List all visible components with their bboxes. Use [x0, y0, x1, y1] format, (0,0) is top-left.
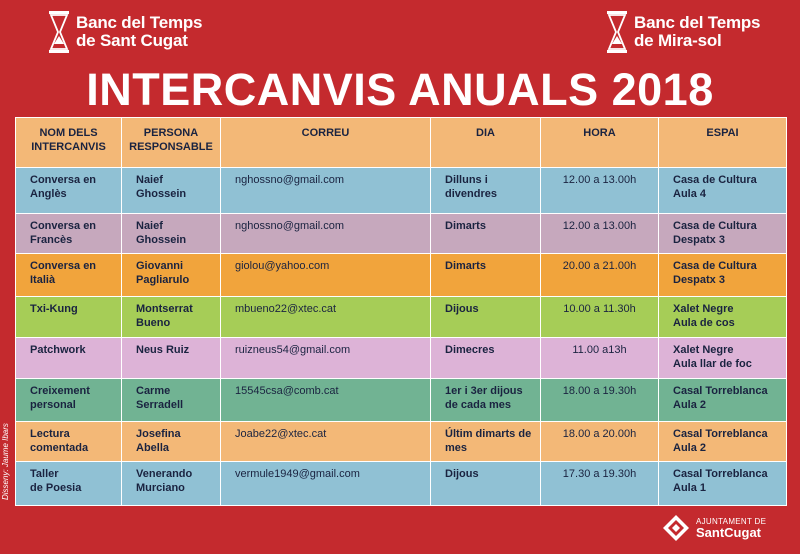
cell-line: Taller	[30, 468, 59, 480]
cell-nom	[16, 168, 122, 214]
cell-nom	[16, 338, 122, 379]
cell-hora: 11.00 a13h	[541, 338, 659, 379]
cell-hora: 12.00 a 13.00h	[541, 168, 659, 214]
cell-line: Dimarts	[445, 220, 486, 232]
table-row	[16, 462, 787, 506]
cell-dia	[431, 254, 541, 297]
cell-line: NOM DELS	[39, 127, 98, 139]
cell-line: INTERCANVIS	[31, 141, 106, 153]
cell-line: Carme	[136, 385, 171, 397]
schedule-table	[15, 117, 787, 506]
cell-correu: vermule1949@gmail.com	[221, 462, 431, 506]
header-nom	[16, 118, 122, 168]
cell-line: Despatx 3	[673, 234, 725, 246]
cell-line: Casa de Cultura	[673, 220, 757, 232]
cell-nom	[16, 379, 122, 422]
ajuntament-logo	[662, 514, 766, 542]
cell-hora: 18.00 a 20.00h	[541, 422, 659, 462]
cell-dia	[431, 214, 541, 254]
cell-persona	[122, 422, 221, 462]
cell-line: Aula 4	[673, 188, 707, 200]
logo-left-line2: de Sant Cugat	[76, 31, 188, 50]
design-credit: Disseny: Jaume Ibars	[1, 423, 10, 500]
cell-persona	[122, 338, 221, 379]
cell-correu: ruizneus54@gmail.com	[221, 338, 431, 379]
cell-line: Dimarts	[445, 260, 486, 272]
cell-line: personal	[30, 399, 76, 411]
cell-line: 1er i 3er dijous	[445, 385, 523, 397]
cell-line: divendres	[445, 188, 497, 200]
table-row	[16, 168, 787, 214]
cell-line: Josefina	[136, 428, 181, 440]
cell-nom	[16, 422, 122, 462]
cell-dia	[431, 379, 541, 422]
cell-espai	[659, 338, 787, 379]
cell-nom	[16, 297, 122, 338]
cell-line: Creixement	[30, 385, 90, 397]
hourglass-icon	[48, 10, 70, 54]
header-espai: ESPAI	[659, 118, 787, 168]
cell-persona	[122, 168, 221, 214]
table-row	[16, 379, 787, 422]
header-correu: CORREU	[221, 118, 431, 168]
cell-persona	[122, 379, 221, 422]
logo-banc-temps-sant-cugat	[48, 10, 202, 54]
cell-line: Dilluns i	[445, 174, 488, 186]
cell-line: Venerando	[136, 468, 193, 480]
table-row	[16, 297, 787, 338]
header-dia: DIA	[431, 118, 541, 168]
cell-line: Patchwork	[30, 344, 86, 356]
cell-line: de Poesia	[30, 482, 82, 494]
cell-dia	[431, 422, 541, 462]
cell-line: Aula de cos	[673, 317, 735, 329]
ajuntament-emblem-icon	[662, 514, 690, 542]
header-persona	[122, 118, 221, 168]
cell-line: Casa de Cultura	[673, 174, 757, 186]
cell-line: Francès	[30, 234, 73, 246]
cell-line: Casal Torreblanca	[673, 468, 768, 480]
cell-line: Pagliarulo	[136, 274, 190, 286]
logo-right-line2: de Mira-sol	[634, 31, 722, 50]
cell-line: Giovanni	[136, 260, 184, 272]
cell-dia	[431, 338, 541, 379]
cell-hora: 17.30 a 19.30h	[541, 462, 659, 506]
cell-hora: 20.00 a 21.00h	[541, 254, 659, 297]
cell-line: Aula 2	[673, 399, 707, 411]
table-row	[16, 254, 787, 297]
cell-line: PERSONA	[143, 127, 199, 139]
cell-line: Abella	[136, 442, 170, 454]
cell-line: Italià	[30, 274, 56, 286]
cell-line: Naief	[136, 220, 163, 232]
cell-hora: 12.00 a 13.00h	[541, 214, 659, 254]
cell-persona	[122, 254, 221, 297]
cell-line: Casal Torreblanca	[673, 428, 768, 440]
cell-line: Aula llar de foc	[673, 358, 752, 370]
cell-line: de cada mes	[445, 399, 512, 411]
cell-line: Ghossein	[136, 188, 187, 200]
cell-line: RESPONSABLE	[129, 141, 213, 153]
cell-dia	[431, 168, 541, 214]
cell-espai	[659, 297, 787, 338]
cell-line: Lectura	[30, 428, 70, 440]
cell-line: comentada	[30, 442, 89, 454]
cell-line: Neus Ruiz	[136, 344, 190, 356]
cell-line: Despatx 3	[673, 274, 725, 286]
table-row	[16, 214, 787, 254]
cell-correu: mbueno22@xtec.cat	[221, 297, 431, 338]
cell-line: Conversa en	[30, 174, 97, 186]
cell-line: Dijous	[445, 468, 479, 480]
ajuntament-line1: AJUNTAMENT DE	[696, 516, 767, 526]
cell-espai	[659, 214, 787, 254]
cell-line: Aula 2	[673, 442, 707, 454]
logo-banc-temps-mira-sol	[606, 10, 760, 54]
cell-line: Ghossein	[136, 234, 187, 246]
cell-line: Casa de Cultura	[673, 260, 757, 272]
cell-correu: Joabe22@xtec.cat	[221, 422, 431, 462]
ajuntament-line2: SantCugat	[696, 524, 761, 540]
cell-line: Casal Torreblanca	[673, 385, 768, 397]
cell-line: Conversa en	[30, 220, 97, 232]
cell-line: Dijous	[445, 303, 479, 315]
cell-espai	[659, 379, 787, 422]
cell-line: Aula 1	[673, 482, 707, 494]
cell-line: Naief	[136, 174, 163, 186]
cell-line: Xalet Negre	[673, 344, 734, 356]
header-hora: HORA	[541, 118, 659, 168]
cell-espai	[659, 168, 787, 214]
cell-line: mes	[445, 442, 468, 454]
cell-hora: 18.00 a 19.30h	[541, 379, 659, 422]
cell-line: Conversa en	[30, 260, 97, 272]
cell-persona	[122, 462, 221, 506]
cell-correu: 15545csa@comb.cat	[221, 379, 431, 422]
table-row	[16, 422, 787, 462]
cell-persona	[122, 214, 221, 254]
cell-correu: nghossno@gmail.com	[221, 168, 431, 214]
logo-left-line1: Banc del Temps	[76, 13, 203, 32]
cell-dia	[431, 462, 541, 506]
cell-persona	[122, 297, 221, 338]
hourglass-icon	[606, 10, 628, 54]
cell-correu: giolou@yahoo.com	[221, 254, 431, 297]
cell-line: Serradell	[136, 399, 184, 411]
cell-line: Montserrat	[136, 303, 193, 315]
cell-line: Dimecres	[445, 344, 495, 356]
cell-hora: 10.00 a 11.30h	[541, 297, 659, 338]
logo-right-line1: Banc del Temps	[634, 13, 761, 32]
cell-line: Últim dimarts de	[445, 428, 532, 440]
cell-line: Murciano	[136, 482, 185, 494]
cell-line: Xalet Negre	[673, 303, 734, 315]
cell-nom	[16, 214, 122, 254]
cell-nom	[16, 462, 122, 506]
cell-line: Anglès	[30, 188, 67, 200]
cell-nom	[16, 254, 122, 297]
cell-espai	[659, 422, 787, 462]
header-row	[16, 118, 787, 168]
cell-dia	[431, 297, 541, 338]
cell-line: Bueno	[136, 317, 171, 329]
table-row	[16, 338, 787, 379]
page-title: INTERCANVIS ANUALS 2018	[86, 64, 714, 115]
cell-line: Txi-Kung	[30, 303, 78, 315]
cell-correu: nghossno@gmail.com	[221, 214, 431, 254]
cell-espai	[659, 462, 787, 506]
cell-espai	[659, 254, 787, 297]
